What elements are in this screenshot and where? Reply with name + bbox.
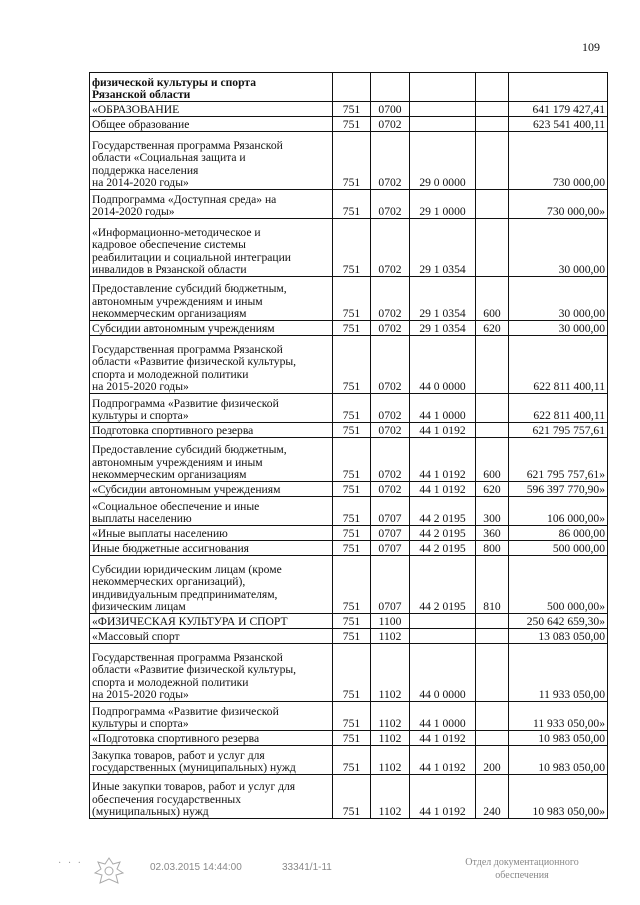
footer-department-stamp: Отдел документационного обеспечения [465,857,579,881]
row-vedomstvo: 751 [333,702,371,731]
row-vedomstvo: 751 [333,497,371,526]
table-row [90,614,608,629]
row-expense-type [476,702,509,731]
row-expense-type: 300 [476,497,509,526]
row-name: «Субсидии автономным учреждениям [90,482,333,497]
row-vedomstvo: 751 [333,117,371,132]
row-razdel: 1102 [371,629,410,644]
row-vedomstvo: 751 [333,746,371,775]
row-razdel: 0702 [371,482,410,497]
row-razdel: 1102 [371,775,410,819]
row-sum: 621 795 757,61 [509,423,608,438]
table-row [90,482,608,497]
row-expense-type [476,644,509,702]
row-target-article: 29 1 0354 [410,219,476,277]
row-target-article: 44 0 0000 [410,336,476,394]
row-expense-type: 800 [476,541,509,556]
table-row [90,277,608,321]
row-expense-type: 360 [476,526,509,541]
row-razdel: 0702 [371,423,410,438]
row-target-article [410,614,476,629]
row-expense-type: 620 [476,482,509,497]
row-target-article: 44 1 0192 [410,775,476,819]
row-target-article: 44 2 0195 [410,497,476,526]
row-vedomstvo: 751 [333,644,371,702]
row-expense-type [476,102,509,117]
row-name: Иные закупки товаров, работ и услуг для обеспечения государственных (муниципальных) нужд [90,775,333,819]
row-name: Государственная программа Рязанской области «Социальная защита и поддержка населения на 2014-2020 годы» [90,132,333,190]
row-vedomstvo: 751 [333,775,371,819]
row-razdel: 0707 [371,541,410,556]
row-target-article: 44 1 0192 [410,438,476,482]
row-razdel: 1102 [371,731,410,746]
row-target-article [410,629,476,644]
table-row [90,321,608,336]
row-target-article: 44 1 0192 [410,423,476,438]
row-vedomstvo: 751 [333,394,371,423]
row-name: «Массовый спорт [90,629,333,644]
row-vedomstvo: 751 [333,102,371,117]
row-sum: 10 983 050,00 [509,731,608,746]
row-expense-type [476,614,509,629]
row-razdel: 1100 [371,614,410,629]
row-razdel: 0702 [371,394,410,423]
row-target-article [410,117,476,132]
row-expense-type [476,423,509,438]
row-vedomstvo: 751 [333,277,371,321]
row-razdel: 0702 [371,438,410,482]
row-name: «Информационно-методическое и кадровое обеспечение системы реабилитации и социальной интеграции инвалидов в Рязанской области [90,219,333,277]
table-row [90,775,608,819]
table-row [90,731,608,746]
row-vedomstvo: 751 [333,132,371,190]
row-razdel: 0707 [371,497,410,526]
row-expense-type: 600 [476,277,509,321]
row-vedomstvo: 751 [333,438,371,482]
row-vedomstvo: 751 [333,556,371,614]
row-razdel: 0702 [371,132,410,190]
row-expense-type: 240 [476,775,509,819]
row-expense-type: 620 [476,321,509,336]
row-target-article: 44 2 0195 [410,556,476,614]
table-row [90,132,608,190]
row-name: Подпрограмма «Доступная среда» на 2014-2020 годы» [90,190,333,219]
table-row [90,629,608,644]
row-sum: 30 000,00 [509,219,608,277]
row-sum: 641 179 427,41 [509,102,608,117]
table-row [90,423,608,438]
row-sum [509,73,608,102]
row-sum: 500 000,00 [509,541,608,556]
row-name: «ФИЗИЧЕСКАЯ КУЛЬТУРА И СПОРТ [90,614,333,629]
table-row [90,219,608,277]
row-expense-type [476,190,509,219]
row-target-article: 29 1 0354 [410,321,476,336]
row-target-article: 44 1 0192 [410,746,476,775]
table-row [90,438,608,482]
row-vedomstvo: 751 [333,526,371,541]
row-name: Иные бюджетные ассигнования [90,541,333,556]
row-name: Подпрограмма «Развитие физической культуры и спорта» [90,702,333,731]
row-expense-type [476,629,509,644]
row-vedomstvo: 751 [333,614,371,629]
row-name: Предоставление субсидий бюджетным, автономным учреждениям и иным некоммерческим организациям [90,438,333,482]
row-sum: 250 642 659,30» [509,614,608,629]
row-sum: 730 000,00 [509,132,608,190]
row-sum: 11 933 050,00» [509,702,608,731]
row-sum: 730 000,00» [509,190,608,219]
row-sum: 622 811 400,11 [509,336,608,394]
row-razdel: 0707 [371,526,410,541]
row-vedomstvo: 751 [333,336,371,394]
row-name: Закупка товаров, работ и услуг для государственных (муниципальных) нужд [90,746,333,775]
row-sum: 106 000,00» [509,497,608,526]
row-expense-type [476,132,509,190]
scan-marks: · · · [58,858,83,869]
row-razdel [371,73,410,102]
row-name: Общее образование [90,117,333,132]
row-target-article: 29 0 0000 [410,132,476,190]
row-vedomstvo: 751 [333,190,371,219]
row-sum: 622 811 400,11 [509,394,608,423]
footer-datetime: 02.03.2015 14:44:00 [150,862,242,873]
table-row [90,336,608,394]
row-sum: 30 000,00 [509,321,608,336]
row-vedomstvo: 751 [333,423,371,438]
row-target-article: 44 1 0000 [410,702,476,731]
row-name: физической культуры и спорта Рязанской области [90,73,333,102]
emblem-icon [92,856,126,886]
row-sum: 596 397 770,90» [509,482,608,497]
row-sum: 11 933 050,00 [509,644,608,702]
footer-document-code: 33341/1-11 [282,862,332,873]
row-razdel: 1102 [371,746,410,775]
table-row [90,541,608,556]
row-name: «Иные выплаты населению [90,526,333,541]
row-sum: 621 795 757,61» [509,438,608,482]
table-row [90,702,608,731]
row-name: Субсидии юридическим лицам (кроме некоммерческих организаций), индивидуальным предпринимателям, физическим лицам [90,556,333,614]
row-sum: 623 541 400,11 [509,117,608,132]
table-row [90,644,608,702]
row-target-article [410,73,476,102]
row-sum: 500 000,00» [509,556,608,614]
budget-table-body [90,73,608,819]
row-vedomstvo: 751 [333,731,371,746]
row-expense-type [476,731,509,746]
table-row [90,73,608,102]
row-vedomstvo: 751 [333,219,371,277]
row-target-article: 44 1 0000 [410,394,476,423]
row-expense-type [476,117,509,132]
row-expense-type [476,219,509,277]
row-razdel: 0702 [371,190,410,219]
row-razdel: 0702 [371,277,410,321]
table-row [90,556,608,614]
row-razdel: 0700 [371,102,410,117]
row-razdel: 0702 [371,117,410,132]
table-row [90,190,608,219]
row-vedomstvo [333,73,371,102]
row-name: «ОБРАЗОВАНИЕ [90,102,333,117]
budget-table [89,72,608,819]
row-vedomstvo: 751 [333,482,371,497]
row-expense-type [476,394,509,423]
row-vedomstvo: 751 [333,321,371,336]
row-target-article: 44 2 0195 [410,526,476,541]
table-row [90,394,608,423]
row-razdel: 0707 [371,556,410,614]
row-expense-type: 600 [476,438,509,482]
table-row [90,102,608,117]
row-expense-type [476,73,509,102]
row-name: Субсидии автономным учреждениям [90,321,333,336]
row-name: «Подготовка спортивного резерва [90,731,333,746]
row-name: Подпрограмма «Развитие физической культуры и спорта» [90,394,333,423]
row-razdel: 0702 [371,321,410,336]
row-name: Государственная программа Рязанской области «Развитие физической культуры, спорта и молодежной политики на 2015-2020 годы» [90,336,333,394]
row-vedomstvo: 751 [333,629,371,644]
row-sum: 10 983 050,00 [509,746,608,775]
row-target-article: 29 1 0354 [410,277,476,321]
row-name: Подготовка спортивного резерва [90,423,333,438]
row-target-article: 44 1 0192 [410,731,476,746]
row-sum: 13 083 050,00 [509,629,608,644]
table-row [90,117,608,132]
row-name: Предоставление субсидий бюджетным, автономным учреждениям и иным некоммерческим организациям [90,277,333,321]
table-row [90,497,608,526]
table-row [90,746,608,775]
row-sum: 86 000,00 [509,526,608,541]
table-row [90,526,608,541]
row-expense-type [476,336,509,394]
row-target-article: 44 2 0195 [410,541,476,556]
row-razdel: 0702 [371,219,410,277]
row-target-article: 44 1 0192 [410,482,476,497]
row-expense-type: 200 [476,746,509,775]
row-name: «Социальное обеспечение и иные выплаты населению [90,497,333,526]
page-number: 109 [582,40,600,54]
row-vedomstvo: 751 [333,541,371,556]
row-target-article [410,102,476,117]
row-razdel: 0702 [371,336,410,394]
row-expense-type: 810 [476,556,509,614]
row-sum: 10 983 050,00» [509,775,608,819]
row-name: Государственная программа Рязанской области «Развитие физической культуры, спорта и молодежной политики на 2015-2020 годы» [90,644,333,702]
row-sum: 30 000,00 [509,277,608,321]
row-razdel: 1102 [371,702,410,731]
row-razdel: 1102 [371,644,410,702]
row-target-article: 44 0 0000 [410,644,476,702]
row-target-article: 29 1 0000 [410,190,476,219]
